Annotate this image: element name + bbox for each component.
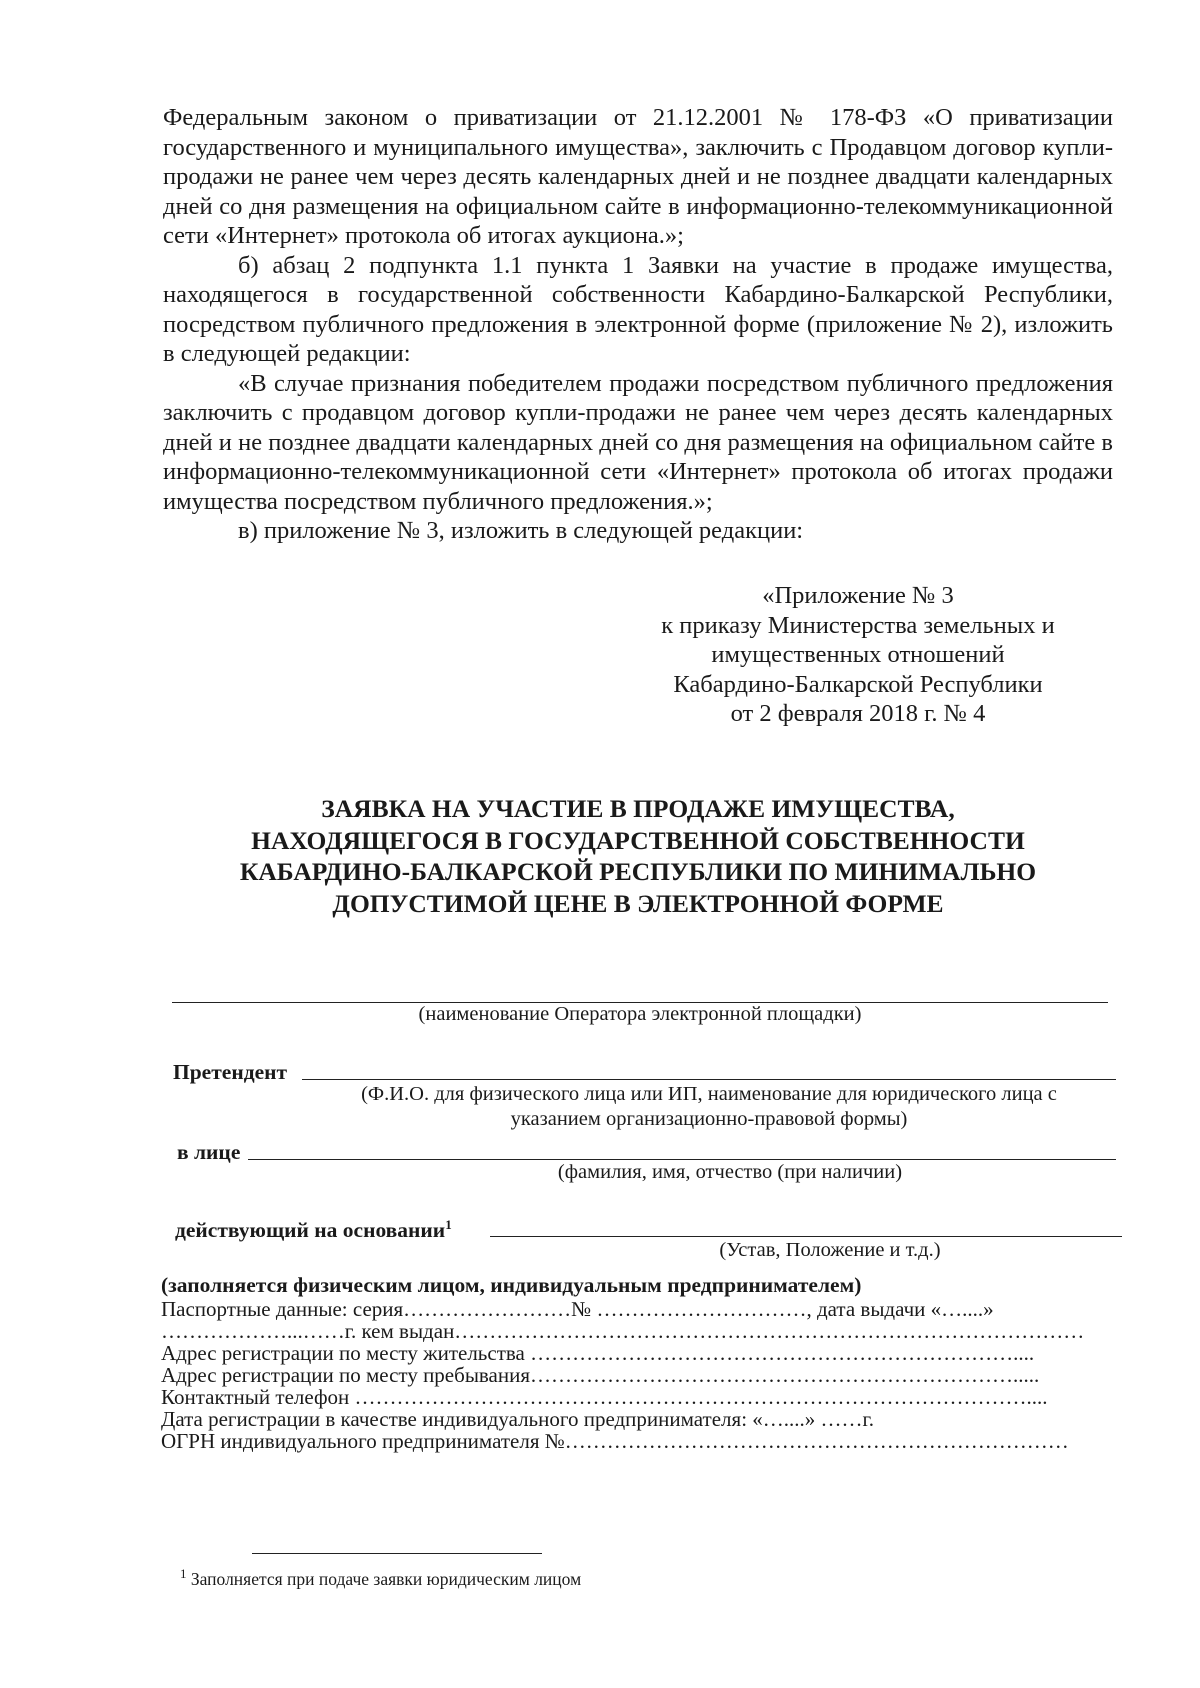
- ip-registration-date-field[interactable]: Дата регистрации в качестве индивидуального предпринимателя: «…....» ……г.: [161, 1408, 875, 1431]
- paragraph-privatization-law: Федеральным законом о приватизации от 21.12.2001 № 178-ФЗ «О приватизации государственного и муниципального имущества», заключить с Продавцом договор купли-продажи не ранее чем через десять календарных дней и не позднее двадцати календарных дней со дня размещения на официальном сайте в информационно-телекоммуникационной сети «Интернет» протокола об итогах аукциона.»;: [163, 104, 1113, 249]
- passport-issued-by-field[interactable]: ………………...……г. кем выдан………………………………………………………………………………: [161, 1320, 1085, 1343]
- title-line: НАХОДЯЩЕГОСЯ В ГОСУДАРСТВЕННОЙ СОБСТВЕННОСТИ: [251, 825, 1025, 855]
- title-line: ЗАЯВКА НА УЧАСТИЕ В ПРОДАЖЕ ИМУЩЕСТВА,: [321, 794, 955, 823]
- footnote-mark: 1: [180, 1566, 187, 1582]
- body-text: [163, 103, 1113, 546]
- basis-caption: (Устав, Положение и т.д.): [719, 1239, 941, 1261]
- basis-label-text: действующий на основании: [175, 1218, 446, 1242]
- applicant-caption: [300, 1082, 1118, 1132]
- operator-name-caption: (наименование Оператора электронной площадки): [418, 1003, 862, 1025]
- appendix-line: Кабардино-Балкарской Республики: [673, 670, 1043, 698]
- appendix-line: имущественных отношений: [711, 641, 1005, 669]
- represented-by-caption: (фамилия, имя, отчество (при наличии): [557, 1161, 903, 1183]
- contact-phone-field[interactable]: Контактный телефон ……………………………………………………………………………………....: [161, 1386, 1048, 1409]
- ogrnip-field[interactable]: ОГРН индивидуального предпринимателя №………………………………………………………………: [161, 1430, 1069, 1453]
- basis-document-field[interactable]: [490, 1236, 1122, 1237]
- footnote: [180, 1568, 581, 1590]
- residence-address-field[interactable]: Адрес регистрации по месту жительства ……………………………………………………………....: [161, 1342, 1035, 1365]
- applicant-name-field[interactable]: [302, 1079, 1116, 1080]
- appendix-line: «Приложение № 3: [762, 582, 954, 609]
- application-title: [163, 793, 1113, 919]
- appendix-line: к приказу Министерства земельных и: [661, 611, 1055, 639]
- applicant-label: Претендент: [173, 1060, 288, 1084]
- appendix-heading: [648, 581, 1068, 729]
- passport-data-field[interactable]: Паспортные данные: серия……………………№ …………………………, дата выдачи «…....»: [161, 1298, 994, 1321]
- individual-section-title: (заполняется физическим лицом, индивидуальным предпринимателем): [161, 1273, 862, 1297]
- basis-label: [175, 1217, 452, 1243]
- paragraph-amendment-b: б) абзац 2 подпункта 1.1 пункта 1 Заявки на участие в продаже имущества, находящегося в государственной собственности Кабардино-Балкарской Республики, посредством публичного предложения в электронной форме (приложение № 2), изложить в следующей редакции:: [163, 251, 1113, 367]
- title-line: ДОПУСТИМОЙ ЦЕНЕ В ЭЛЕКТРОННОЙ ФОРМЕ: [332, 888, 944, 918]
- footnote-text: Заполняется при подаче заявки юридическим лицом: [190, 1569, 582, 1589]
- paragraph-amendment-v: в) приложение № 3, изложить в следующей редакции:: [238, 517, 804, 544]
- title-line: КАБАРДИНО-БАЛКАРСКОЙ РЕСПУБЛИКИ ПО МИНИМАЛЬНО: [239, 857, 1037, 886]
- applicant-caption-line: (Ф.И.О. для физического лица или ИП, наименование для юридического лица с: [361, 1083, 1057, 1105]
- appendix-line: от 2 февраля 2018 г. № 4: [730, 700, 986, 728]
- footnote-reference: 1: [445, 1216, 452, 1232]
- represented-by-label: в лице: [177, 1140, 241, 1164]
- footnote-separator: [252, 1553, 542, 1554]
- paragraph-quoted-wording: «В случае признания победителем продажи посредством публичного предложения заключить с продавцом договор купли-продажи не ранее чем через десять календарных дней и не позднее двадцати календарных дней со дня размещения на официальном сайте в информационно-телекоммуникационной сети «Интернет» протокола об итогах продажи имущества посредством публичного предложения.»;: [163, 369, 1113, 515]
- stay-address-field[interactable]: Адрес регистрации по месту пребывания…………………………………………………………….....: [161, 1364, 1040, 1387]
- applicant-caption-line: указанием организационно-правовой формы): [510, 1108, 908, 1130]
